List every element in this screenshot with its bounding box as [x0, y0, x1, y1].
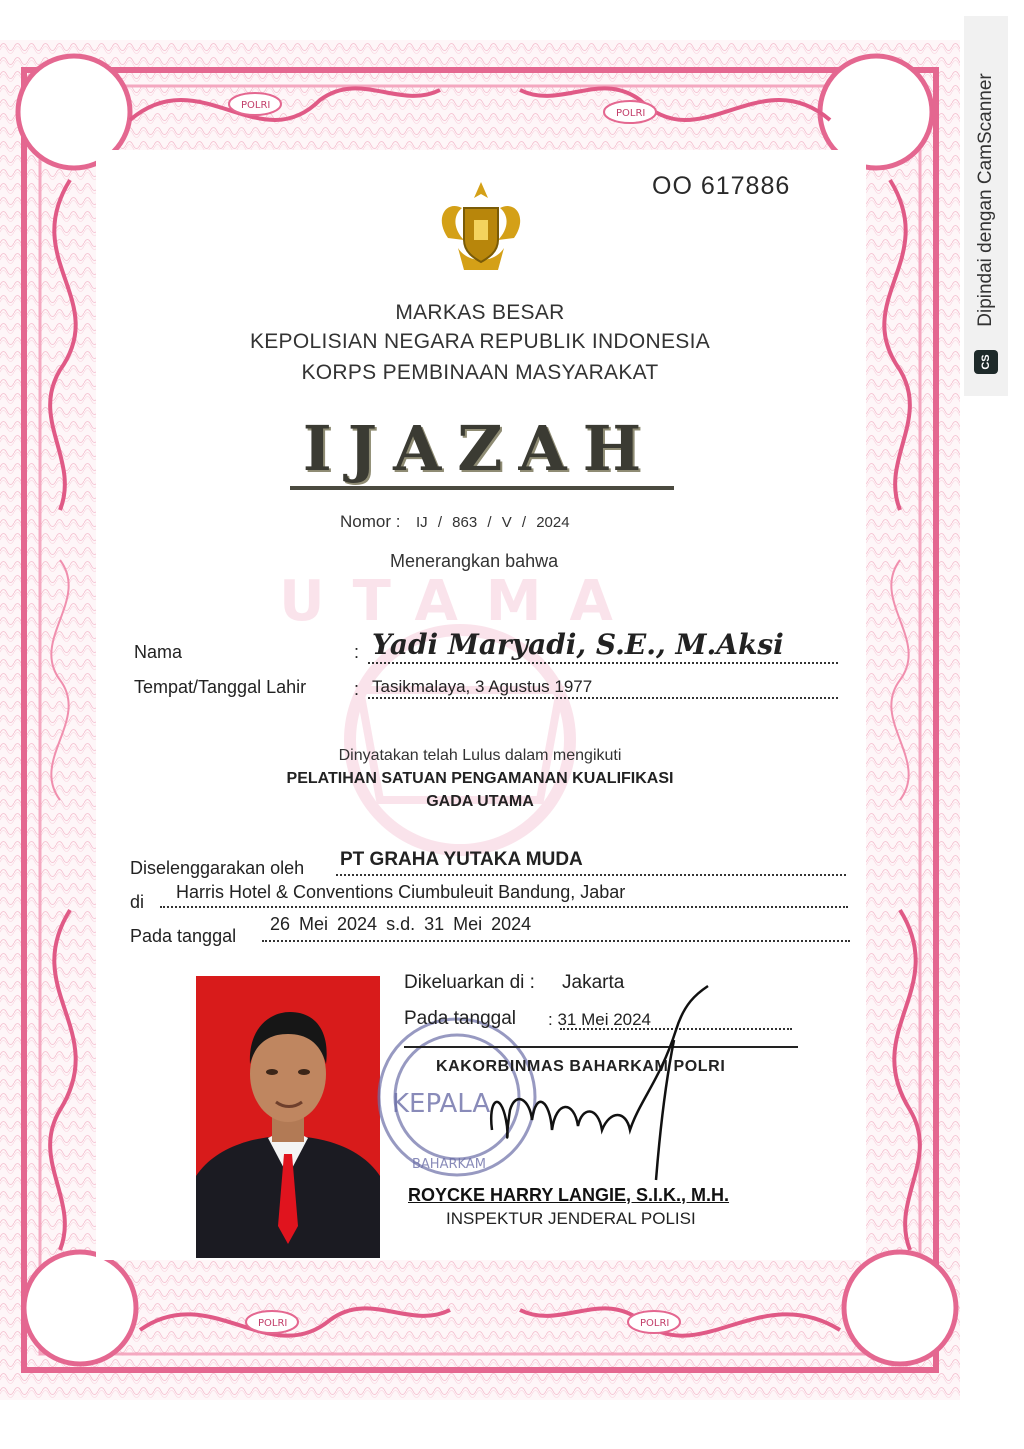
holder-photo	[196, 976, 380, 1258]
certificate-title: IJAZAH	[302, 412, 658, 485]
organizer-label: Diselenggarakan oleh	[130, 858, 305, 878]
name-value: Yadi Maryadi, S.E., M.Aksi	[372, 628, 784, 661]
date-label: Pada tanggal	[130, 926, 237, 946]
polri-tag: POLRI	[258, 1318, 288, 1329]
course-line-2: GADA UTAMA	[426, 793, 534, 810]
dob-dotted-line	[368, 697, 838, 699]
header-line-3: KORPS PEMBINAAN MASYARAKAT	[301, 361, 659, 384]
polri-tag: POLRI	[616, 108, 646, 119]
name-colon: :	[354, 642, 360, 662]
header-line-1: MARKAS BESAR	[395, 301, 565, 324]
title-underline	[290, 486, 674, 490]
course-line-1: PELATIHAN SATUAN PENGAMANAN KUALIFIKASI	[286, 770, 674, 787]
statement-text: Dinyatakan telah Lulus dalam mengikuti	[338, 747, 622, 764]
issued-at-label: Dikeluarkan di :	[404, 972, 535, 993]
date-value: 26 Mei 2024 s.d. 31 Mei 2024	[270, 914, 532, 934]
issued-date-value: : 31 Mei 2024	[548, 1010, 652, 1029]
name-dotted-line	[368, 662, 838, 664]
issued-date-label: Pada tanggal	[404, 1008, 516, 1029]
dob-value: Tasikmalaya, 3 Agustus 1977	[372, 677, 593, 696]
stamp-text-main: KEPALA	[392, 1089, 491, 1119]
handwritten-signature	[470, 980, 750, 1200]
intro-text: Menerangkan bahwa	[390, 551, 559, 571]
camscanner-logo-icon: CS	[974, 350, 998, 374]
signatory-rank: INSPEKTUR JENDERAL POLISI	[446, 1209, 696, 1228]
organizer-dotted-line	[336, 874, 846, 876]
header-line-2: KEPOLISIAN NEGARA REPUBLIK INDONESIA	[249, 330, 711, 353]
serial-number: OO 617886	[652, 172, 791, 200]
watermark-text: UTAMA	[279, 569, 641, 634]
date-dotted-line	[262, 940, 850, 942]
venue-dotted-line	[160, 906, 848, 908]
polri-tag: POLRI	[640, 1318, 670, 1329]
police-emblem-icon	[428, 178, 534, 278]
venue-label: di	[130, 892, 145, 912]
watermark-emblem	[250, 540, 670, 860]
signatory-title: KAKORBINMAS BAHARKAM POLRI	[436, 1058, 726, 1075]
nomor-label: Nomor :	[340, 512, 401, 531]
dob-colon: :	[354, 679, 360, 699]
signatory-name: ROYCKE HARRY LANGIE, S.I.K., M.H.	[408, 1185, 730, 1205]
organizer-value: PT GRAHA YUTAKA MUDA	[340, 849, 583, 870]
venue-value: Harris Hotel & Conventions Ciumbuleuit Bandung, Jabar	[176, 882, 626, 902]
scanner-watermark-text: Dipindai dengan CamScanner	[975, 73, 996, 327]
nomor-value: IJ / 863 / V / 2024	[416, 514, 570, 531]
issued-at-value: Jakarta	[562, 972, 625, 993]
stamp-text-bottom: BAHARKAM	[412, 1157, 486, 1172]
dob-label: Tempat/Tanggal Lahir	[134, 677, 307, 697]
polri-tag: POLRI	[241, 100, 271, 111]
name-label: Nama	[134, 642, 183, 662]
